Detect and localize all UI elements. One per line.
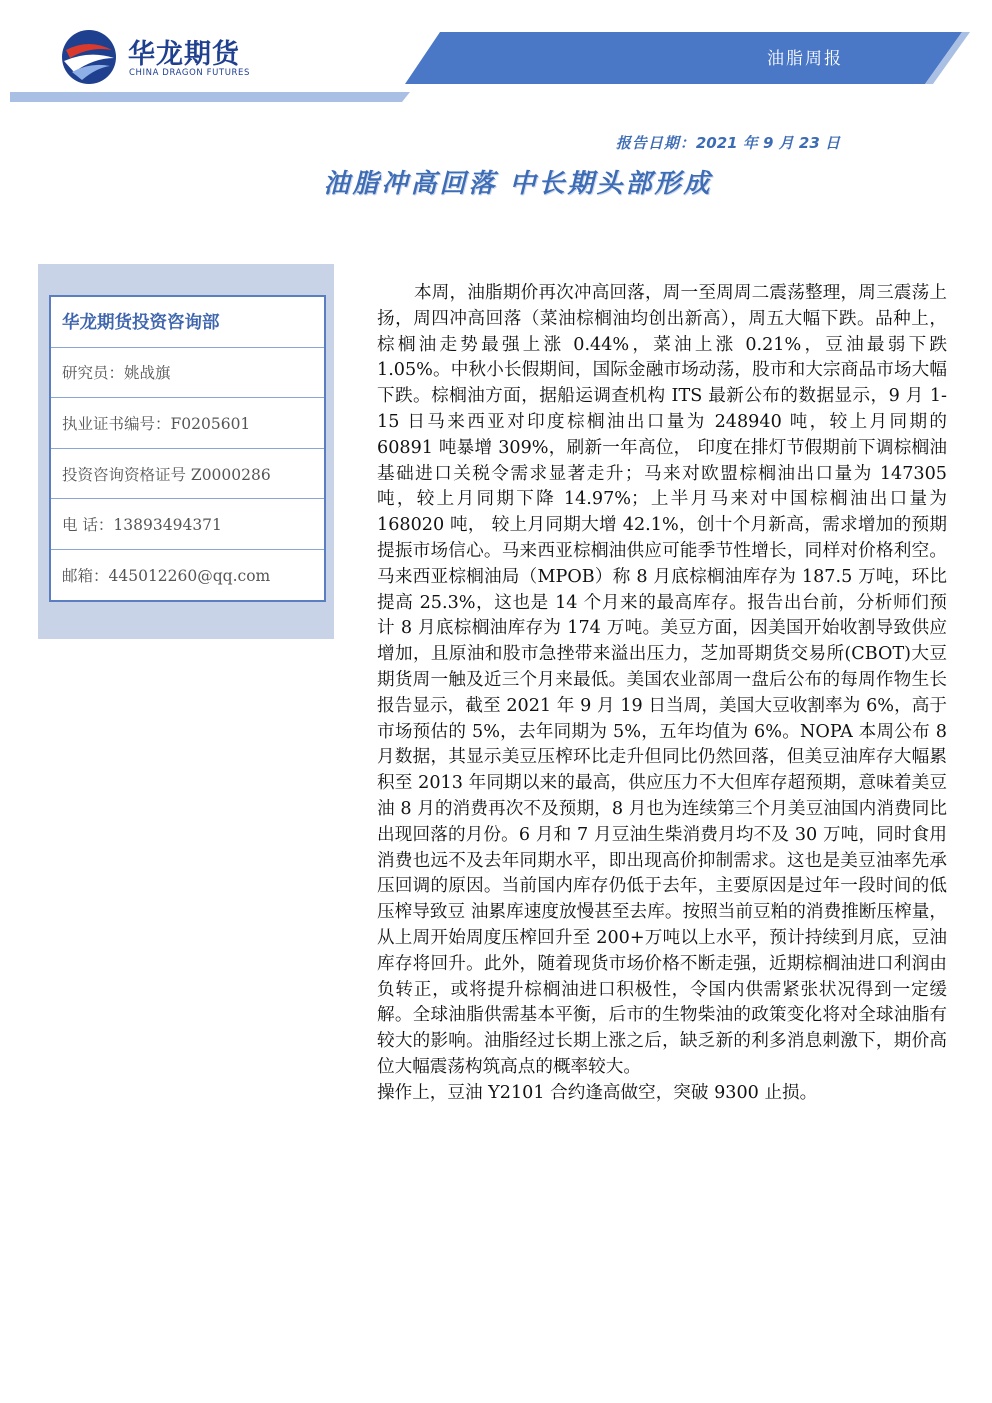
body-paragraph: 本周，油脂期价再次冲高回落，周一至周周二震荡整理，周三震荡上扬，周四冲高回落（菜油棕榈油均创出新高），周五大幅下跌。品种上，棕榈油走势最强上涨 0.44%，菜油上涨 0.21%，豆油最弱下跌 1.05%。中秋小长假期间，国际金融市场动荡，股市和大宗商品市场大幅下跌。棕榈油方面，据船运调查机构 ITS 最新公布的数据显示，9 月 1-15 日马来西亚对印度棕榈油出口量为 248940 吨，较上月同期的 60891 吨暴增 309%，刷新一年高位， 印度在排灯节假期前下调棕榈油基础进口关税令需求显著走升；马来对欧盟棕榈油出口量为 147305 吨，较上月同期下降 14.97%；上半月马来对中国棕榈油出口量为 168020 吨， 较上月同期大增 42.1%，创十个月新高，需求增加的预期提振市场信心。马来西亚棕榈油供应可能季节性增长，同样对价格利空。马来西亚棕榈油局（MPOB）称 8 月底棕榈油库存为 187.5 万吨，环比提高 25.3%，这也是 14 个月来的最高库存。报告出台前，分析师们预计 8 月底棕榈油库存为 174 万吨。美豆方面，因美国开始收割导致供应增加，且原油和股市急挫带来溢出压力，芝加哥期货交易所(CBOT)大豆期货周一触及近三个月来最低。美国农业部周一盘后公布的每周作物生长报告显示，截至 2021 年 9 月 19 日当周，美国大豆收割率为 6%，高于市场预估的 5%，去年同期为 5%，五年均值为 6%。NOPA 本周公布 8 月数据，其显示美豆压榨环比走升但同比仍然回落，但美豆油库存大幅累积至 2013 年同期以来的最高，供应压力不大但库存超预期，意味着美豆油 8 月的消费再次不及预期，8 月也为连续第三个月美豆油国内消费同比出现回落的月份。6 月和 7 月豆油生柴消费月均不及 30 万吨，同时食用消费也远不及去年同期水平，即出现高价抑制需求。这也是美豆油率先承压回调的原因。当前国内库存仍低于去年，主要原因是过年一段时间的低压榨导致豆 油累库速度放慢甚至去库。按照当前豆粕的消费推断压榨量，从上周开始周度压榨回升至 200+万吨以上水平，预计持续到月底，豆油库存将回升。此外，随着现货市场价格不断走强，近期棕榈油进口利润由负转正，或将提升棕榈油进口积极性，令国内供需紧张状况得到一定缓解。全球油脂供需基本平衡，后市的生物柴油的政策变化将对全球油脂有较大的影响。油脂经过长期上涨之后，缺乏新的利多消息刺激下，期价高位大幅震荡构筑高点的概率较大。 xyxy=(377,283,947,1077)
company-name-cn: 华龙期货 xyxy=(128,39,240,70)
header-dark-band xyxy=(405,32,962,84)
report-title: 油脂冲高回落 中长期头部形成 xyxy=(323,169,713,199)
company-name-en: CHINA DRAGON FUTURES xyxy=(129,68,251,78)
analyst-name: 研究员：姚战旗 xyxy=(51,348,324,399)
report-date-label: 报告日期： xyxy=(615,134,696,152)
analyst-info-box xyxy=(49,295,326,602)
dragon-logo-icon xyxy=(60,28,118,86)
report-date-value: 2021 年 9 月 23 日 xyxy=(695,134,840,152)
report-header xyxy=(0,0,992,110)
company-logo xyxy=(60,28,260,88)
report-date xyxy=(616,132,840,153)
analyst-info-panel xyxy=(38,264,334,639)
header-light-band xyxy=(10,92,410,102)
phone-number: 电 话：13893494371 xyxy=(51,499,324,550)
consulting-certificate: 投资咨询资格证号 Z0000286 xyxy=(51,449,324,500)
email-address: 邮箱：445012260@qq.com xyxy=(62,567,271,586)
report-type-label: 油脂周报 xyxy=(767,49,843,69)
department-name: 华龙期货投资咨询部 xyxy=(51,297,324,348)
trading-advice-paragraph: 操作上，豆油 Y2101 合约逢高做空，突破 9300 止损。 xyxy=(377,1082,818,1103)
practice-certificate: 执业证书编号：F0205601 xyxy=(51,398,324,449)
report-body xyxy=(377,281,947,1107)
